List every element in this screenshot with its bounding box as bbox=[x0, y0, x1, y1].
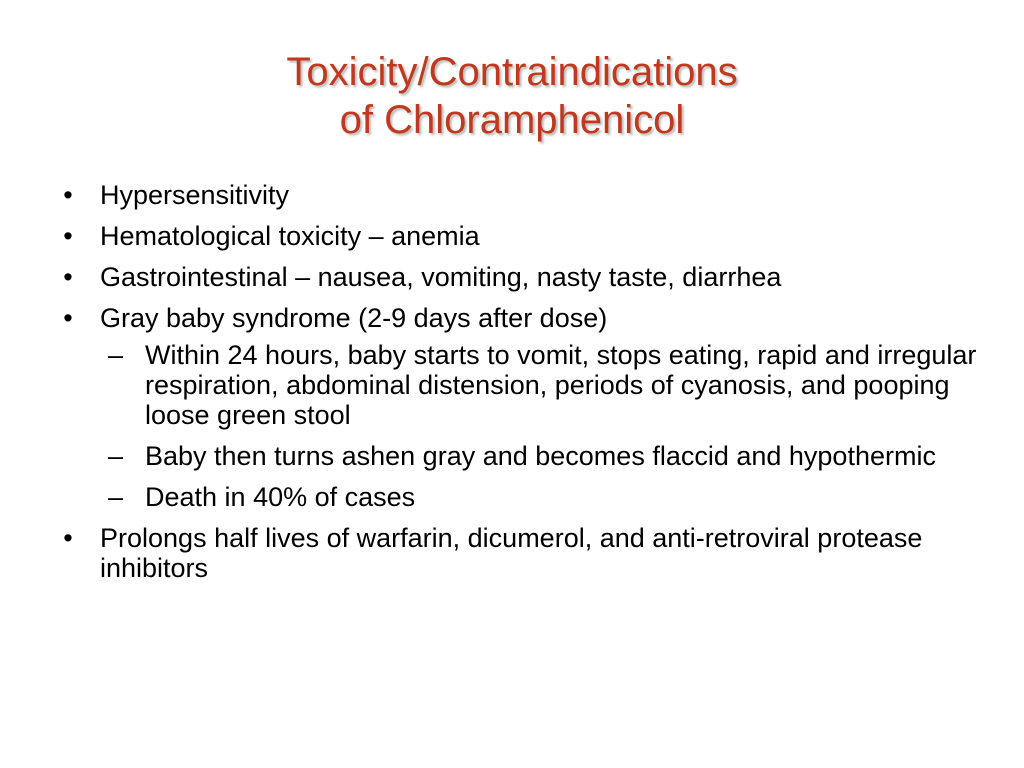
title-line-1: Toxicity/Contraindications bbox=[286, 50, 738, 94]
sub-bullet-item bbox=[108, 340, 988, 430]
bullet-item bbox=[58, 221, 988, 251]
slide-title bbox=[0, 48, 1024, 144]
sub-bullet-list bbox=[58, 340, 988, 512]
sub-bullet-item bbox=[108, 441, 988, 471]
bullet-text: Hypersensitivity bbox=[100, 180, 290, 210]
title-line-2: of Chloramphenicol bbox=[339, 98, 685, 142]
sub-bullet-text: Death in 40% of cases bbox=[145, 482, 416, 512]
bullet-text: Gray baby syndrome (2-9 days after dose) bbox=[100, 303, 608, 333]
sub-bullet-item bbox=[108, 482, 988, 512]
sub-bullet-text: Within 24 hours, baby starts to vomit, stops eating, rapid and irregular respiration, abdominal distension, periods of cyanosis, and pooping loose green stool bbox=[145, 340, 977, 430]
bullet-item bbox=[58, 262, 988, 292]
sub-bullet-marker: – bbox=[108, 441, 124, 471]
bullet-marker: • bbox=[63, 303, 73, 333]
bullet-marker: • bbox=[63, 262, 73, 292]
sub-bullet-marker: – bbox=[108, 340, 124, 370]
bullet-marker: • bbox=[63, 523, 73, 553]
bullet-text: Prolongs half lives of warfarin, dicumerol, and anti-retroviral protease inhibitors bbox=[100, 523, 923, 583]
bullet-marker: • bbox=[63, 221, 73, 251]
bullet-item bbox=[58, 303, 988, 333]
bullet-text: Hematological toxicity – anemia bbox=[100, 221, 480, 251]
bullet-item bbox=[58, 180, 988, 210]
bullet-marker: • bbox=[63, 180, 73, 210]
bullet-list bbox=[58, 180, 988, 594]
sub-bullet-text: Baby then turns ashen gray and becomes flaccid and hypothermic bbox=[145, 441, 936, 471]
bullet-item bbox=[58, 523, 988, 583]
bullet-text: Gastrointestinal – nausea, vomiting, nasty taste, diarrhea bbox=[100, 262, 782, 292]
sub-bullet-marker: – bbox=[108, 482, 124, 512]
